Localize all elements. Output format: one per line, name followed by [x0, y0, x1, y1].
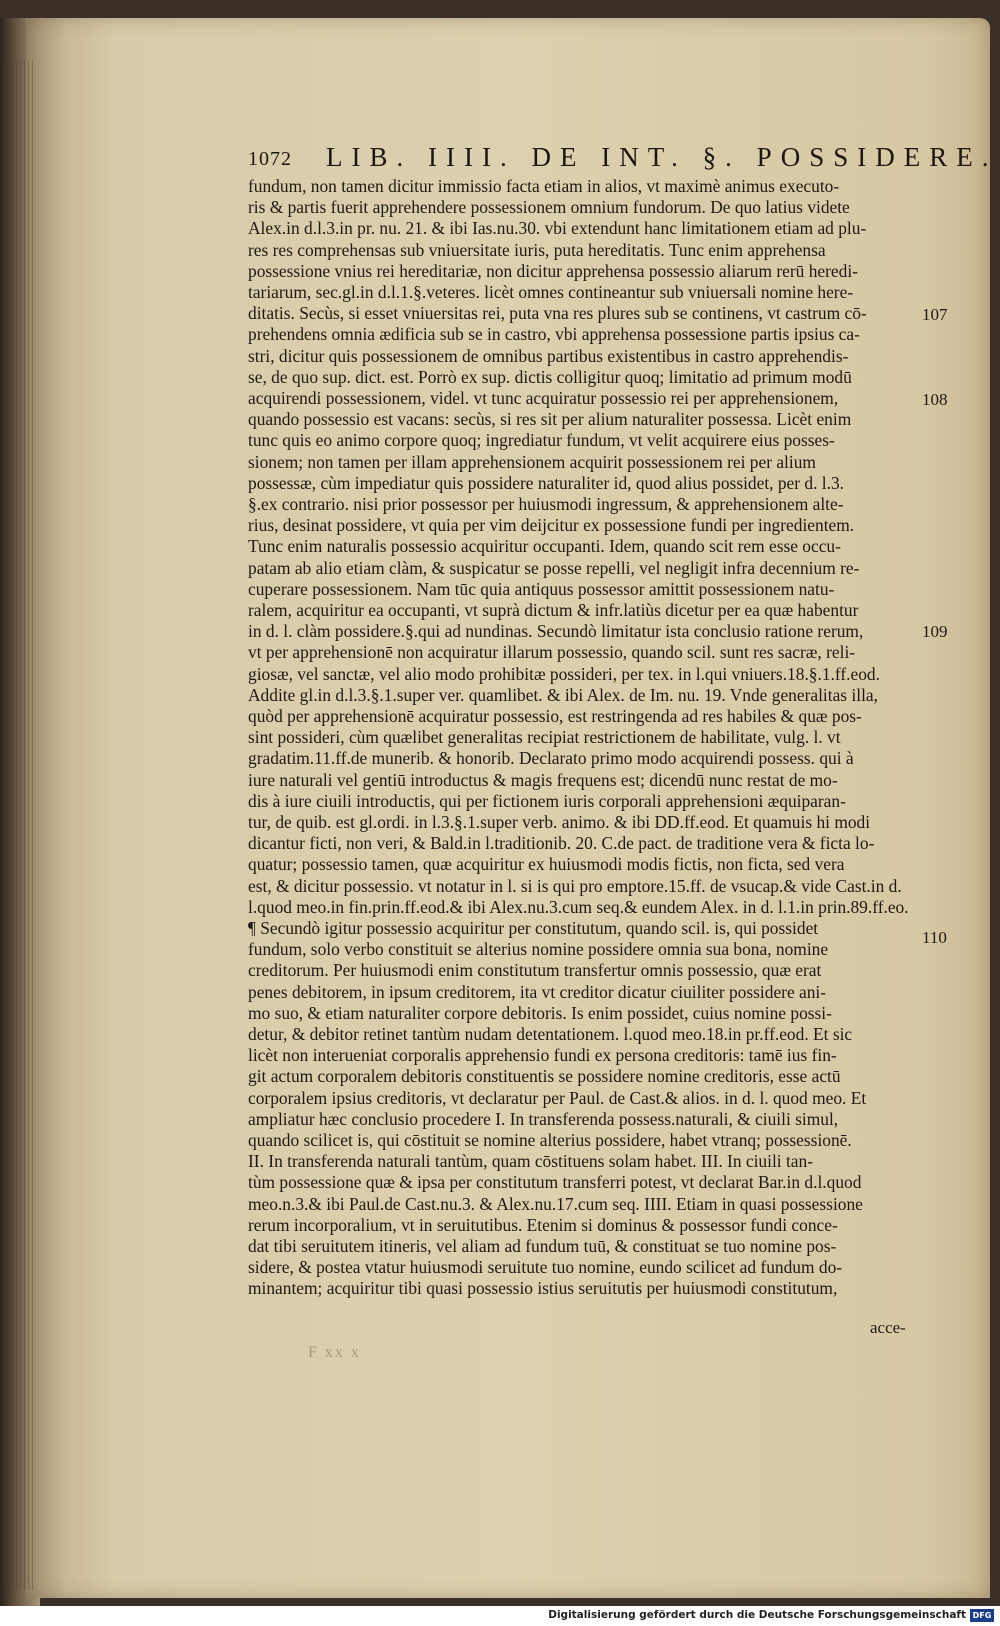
- text-line: iure naturali vel gentiū introductus & magis frequens est; dicendū nunc restat de mo-: [248, 769, 838, 790]
- text-line: est, & dicitur possessio. vt notatur in l. si is qui pro emptore.15.ff. de vsucap.& vide Cast.in d.: [248, 875, 902, 896]
- text-line: tunc quis eo animo corpore quoq; ingrediatur fundum, vt velit acquirere eius posses-: [248, 430, 835, 451]
- text-line: ris & partis fuerit apprehendere possessionem omnium fundorum. De quo latius videte: [248, 197, 850, 218]
- margin-number: 109: [922, 622, 948, 641]
- text-line: ampliatur hæc conclusio procedere I. In transferenda possess.naturali, & ciuili simul,: [248, 1108, 839, 1129]
- text-line: ¶ Secundò igitur possessio acquiritur per constitutum, quando scil. is, qui possidet: [248, 918, 819, 938]
- text-line: res res comprehensas sub vniuersitate iuris, puta hereditatis. Tunc enim apprehensa: [248, 239, 826, 260]
- text-line: quatur; possessio tamen, quæ acquiritur ex huiusmodi modis fictis, non ficta, sed vera: [248, 854, 845, 875]
- text-line: sint possideri, cùm quælibet generalitas recipiat restrictionem de habilitate, vulg. l. vt: [248, 727, 841, 748]
- margin-number: 107: [922, 305, 948, 324]
- text-line: §.ex contrario. nisi prior possessor per huiusmodi ingressum, & apprehensionem alte-: [248, 494, 844, 514]
- text-line: detur, & debitor retinet tantùm nudam detentationem. l.quod meo.18.in pr.ff.eod. Et sic: [248, 1024, 853, 1044]
- text-line: giosæ, vel sanctæ, vel alio modo prohibitæ possideri, per tex. in l.qui vniuers.18.§.1.ff.eod.: [248, 663, 880, 684]
- text-line: ditatis. Secùs, si esset vniuersitas rei, puta vna res plures sub se continens, vt castrum cō-: [248, 303, 867, 324]
- catchword: acce-: [870, 1318, 906, 1337]
- text-line: Addite gl.in d.l.3.§.1.super ver. quamlibet. & ibi Alex. de Im. nu. 19. Vnde generalitas illa,: [248, 684, 878, 705]
- text-line: sionem; non tamen per illam apprehensionem acquirit possessionem rei per alium: [248, 451, 816, 472]
- running-title: LIB. IIII. DE INT. §. POSSIDERE.: [326, 142, 998, 172]
- text-line: vt per apprehensionē non acquiratur illarum possessio, quando scil. sunt res sacræ, reli-: [248, 642, 856, 663]
- text-line: in d. l. clàm possidere.§.qui ad nundinas. Secundò limitatur ista conclusio ratione rerum,: [248, 621, 864, 642]
- margin-number: 110: [922, 928, 947, 947]
- text-line: Alex.in d.l.3.in pr. nu. 21. & ibi Ias.nu.30. vbi extendunt hanc limitationem etiam ad plu-: [248, 218, 867, 239]
- text-line: quòd per apprehensionē acquiratur possessio, est restringenda ad res habiles & quæ pos-: [248, 706, 862, 726]
- text-line: corporalem ipsius creditoris, vt declaratur per Paul. de Cast.& alios. in d. l. quod meo. Et: [248, 1087, 867, 1108]
- text-line: se, de quo sup. dict. est. Porrò ex sup. dictis colligitur quoq; limitatio ad primum modū: [248, 366, 852, 387]
- page-number: 1072: [248, 148, 292, 170]
- text-line: quando possessio est vacans: secùs, si res sit per alium naturaliter possessa. Licèt enim: [248, 409, 852, 430]
- margin-number: 108: [922, 390, 948, 409]
- text-line: II. In transferenda naturali tantùm, quam cōstituens solam habet. III. In ciuili tan-: [248, 1151, 814, 1172]
- page-header: [248, 142, 998, 176]
- text-line: possessæ, cùm impediatur quis possidere naturaliter id, quod alius possidet, per d. l.3.: [248, 472, 845, 493]
- dfg-logo: DFG: [970, 1609, 994, 1622]
- text-line: git actum corporalem debitoris constituentis se possidere nomine creditoris, esse actū: [248, 1066, 841, 1087]
- text-line: patam ab alio etiam clàm, & suspicatur se posse repelli, vel negligit infra decennium re-: [248, 557, 860, 578]
- text-line: Tunc enim naturalis possessio acquiritur occupanti. Idem, quando scit rem esse occu-: [248, 536, 841, 557]
- text-line: penes debitorem, in ipsum creditorem, ita vt creditor dicatur ciuiliter possidere ani-: [248, 981, 827, 1002]
- text-line: tùm possessione quæ & ipsa per constitutum transferri potest, vt declarat Bar.in d.l.quod: [248, 1172, 862, 1193]
- text-line: acquirendi possessionem, videl. vt tunc acquiratur possessio rei per apprehensionem,: [248, 388, 839, 408]
- text-line: quando scilicet is, qui cōstituit se nomine alterius possidere, habet vtranq; possessionē.: [248, 1130, 852, 1150]
- text-line: prehendens omnia ædificia sub se in castro, vbi apprehensa possessione partis ipsius ca-: [248, 324, 860, 345]
- text-line: gradatim.11.ff.de munerib. & honorib. Declarato primo modo acquirendi possess. qui à: [248, 748, 854, 769]
- signature-mark: F xx x: [308, 1344, 361, 1361]
- footer-bar: [0, 1606, 1000, 1626]
- footer-credit: Digitalisierung gefördert durch die Deutsche Forschungsgemeinschaft: [548, 1609, 966, 1621]
- text-line: rius, desinat possidere, vt quia per vim deijcitur ex possessione fundi per ingredientem.: [248, 515, 855, 536]
- text-line: possessione vnius rei hereditariæ, non dicitur apprehensa possessio aliarum rerū heredi-: [248, 260, 858, 281]
- text-line: tariarum, sec.gl.in d.l.1.§.veteres. licèt omnes contineantur sub vniuersali nomine here-: [248, 282, 854, 302]
- text-line: dat tibi seruitutem itineris, vel aliam ad fundum tuū, & constituat se tuo nomine pos-: [248, 1236, 837, 1256]
- text-line: dis à iure ciuili introductis, qui per fictionem iuris corporali apprehensioni æquiparan-: [248, 790, 846, 811]
- text-line: cuperare possessionem. Nam tūc quia antiquus possessor amittit possessionem natu-: [248, 578, 835, 599]
- text-line: creditorum. Per huiusmodi enim constitutum transfertur omnis possessio, quæ erat: [248, 960, 822, 981]
- text-line: minantem; acquiritur tibi quasi possessio istius seruitutis per huiusmodi constitutum,: [248, 1278, 838, 1299]
- text-line: stri, dicitur quis possessionem de omnibus partibus existentibus in castro apprehendis-: [248, 345, 849, 366]
- text-line: sidere, & postea vtatur huiusmodi seruitute tuo nomine, eundo scilicet ad fundum do-: [248, 1257, 843, 1278]
- text-line: fundum, solo verbo constituit se alterius nomine possidere omnia sua bona, nomine: [248, 939, 829, 960]
- text-line: tur, de quib. est gl.ordi. in l.3.§.1.super verb. animo. & ibi DD.ff.eod. Et quamuis hi modi: [248, 812, 871, 832]
- text-line: l.quod meo.in fin.prin.ff.eod.& ibi Alex.nu.3.cum seq.& eundem Alex. in d. l.1.in prin.89.ff.eo.: [248, 896, 909, 917]
- text-line: rerum incorporalium, vt in seruitutibus. Etenim si dominus & possessor fundi conce-: [248, 1214, 838, 1235]
- text-line: mo suo, & etiam naturaliter corpore debitoris. Is enim possidet, cuius nomine possi-: [248, 1002, 832, 1023]
- text-line: ralem, acquiritur ea occupanti, vt suprà dictum & infr.latiùs dicetur per ea quæ habentur: [248, 600, 859, 620]
- page-edges: [4, 60, 34, 1590]
- text-line: meo.n.3.& ibi Paul.de Cast.nu.3. & Alex.nu.17.cum seq. IIII. Etiam in quasi possessione: [248, 1193, 863, 1214]
- text-line: licèt non interueniat corporalis apprehensio fundi ex persona creditoris: tamē ius fin-: [248, 1045, 837, 1066]
- text-line: dicantur ficti, non veri, & Bald.in l.traditionib. 20. C.de pact. de traditione vera & ficta lo-: [248, 833, 875, 854]
- text-line: fundum, non tamen dicitur immissio facta etiam in alios, vt maximè animus executo-: [248, 176, 840, 196]
